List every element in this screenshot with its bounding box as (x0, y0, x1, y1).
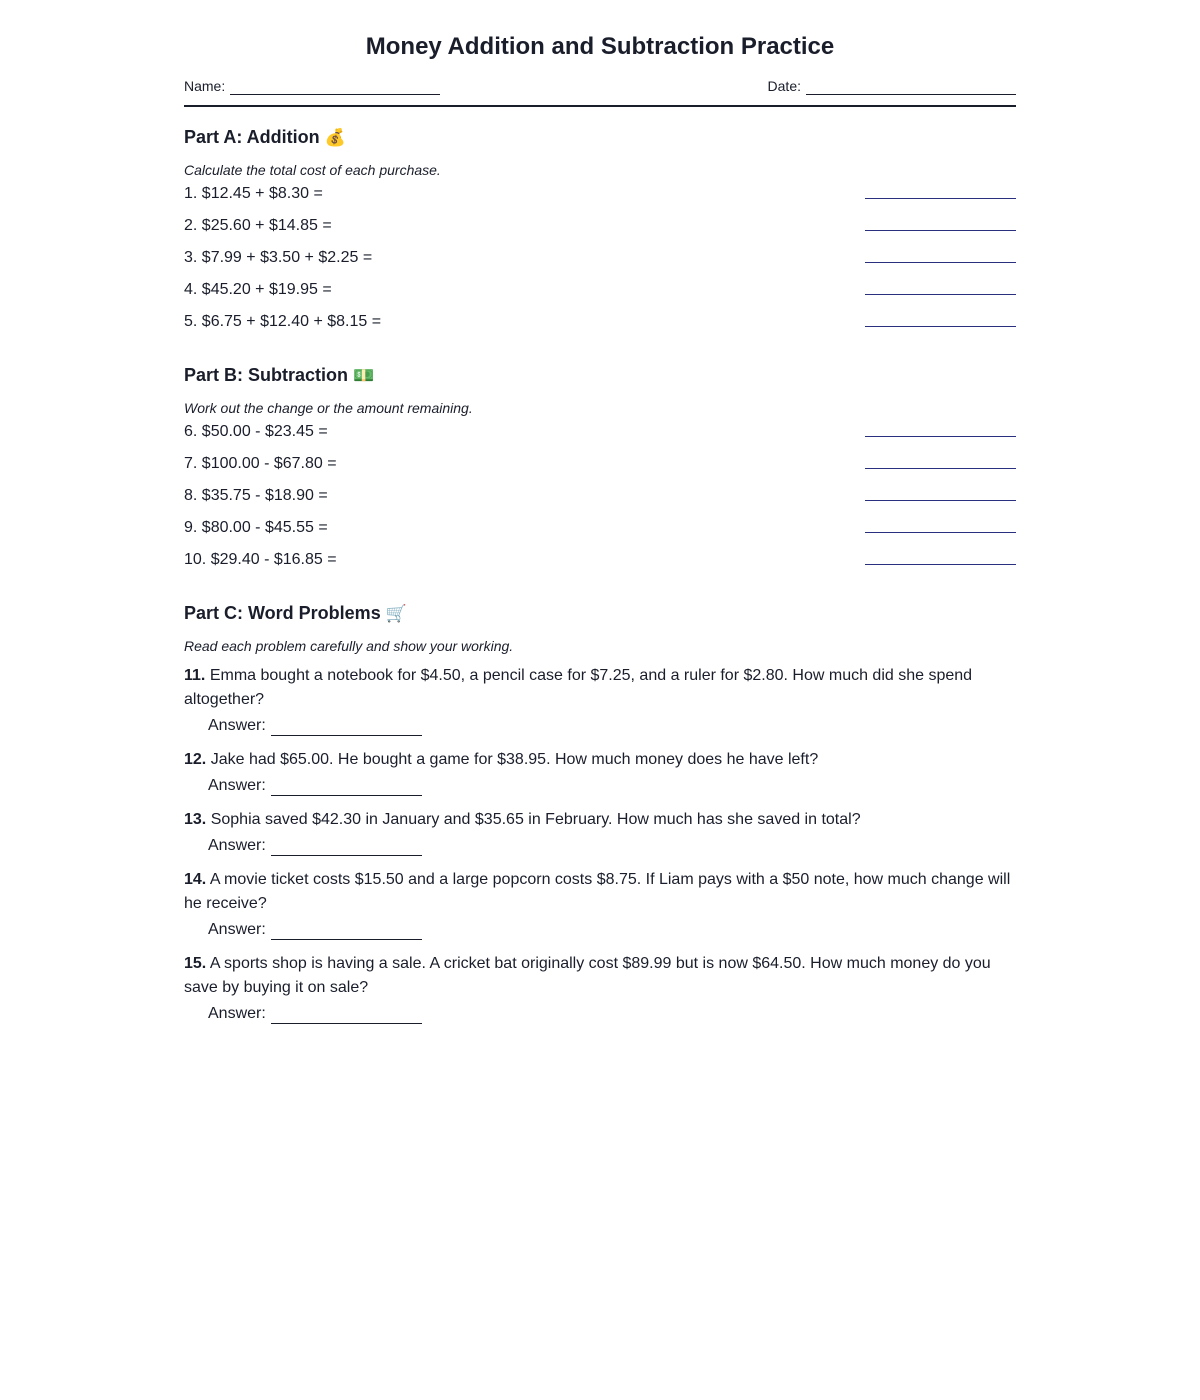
part-b-heading-text: Part B: Subtraction (184, 365, 349, 385)
word-problem-answer (208, 920, 1016, 940)
money-bag-icon: 💰 (324, 128, 346, 148)
word-problem-question (184, 808, 1016, 832)
problem-row (184, 181, 1016, 213)
problem-text: 8. $35.75 - $18.90 = (184, 487, 328, 504)
problem-row (184, 245, 1016, 277)
word-problem-answer (208, 1004, 1016, 1024)
word-problem-text: Jake had $65.00. He bought a game for $38.95. How much money does he have left? (210, 751, 819, 768)
problem-text: 4. $45.20 + $19.95 = (184, 281, 332, 298)
part-a-heading (184, 125, 1016, 150)
word-problem (184, 664, 1016, 736)
problem-row (184, 419, 1016, 451)
answer-blank[interactable] (865, 311, 1016, 327)
name-field (184, 77, 440, 95)
answer-label: Answer: (208, 777, 266, 794)
worksheet-page (184, 0, 1016, 1024)
answer-blank[interactable] (865, 279, 1016, 295)
answer-blank[interactable] (271, 923, 422, 940)
dollar-banknote-icon: 💵 (353, 366, 375, 386)
part-a-instructions: Calculate the total cost of each purchase. (184, 162, 441, 178)
word-problem-answer (208, 716, 1016, 736)
problem-text: 7. $100.00 - $67.80 = (184, 455, 337, 472)
answer-label: Answer: (208, 717, 266, 734)
word-problem-list (184, 664, 1016, 1024)
shopping-cart-icon: 🛒 (385, 604, 407, 624)
answer-label: Answer: (208, 1005, 266, 1022)
problem-row (184, 309, 1016, 341)
problem-row (184, 515, 1016, 547)
word-problem (184, 952, 1016, 1024)
answer-blank[interactable] (271, 1007, 422, 1024)
word-problem-question (184, 952, 1016, 1000)
problem-row (184, 483, 1016, 515)
word-problem-answer (208, 776, 1016, 796)
problem-text: 1. $12.45 + $8.30 = (184, 185, 323, 202)
problem-row (184, 451, 1016, 483)
answer-blank[interactable] (865, 453, 1016, 469)
part-b-instructions: Work out the change or the amount remaining. (184, 400, 473, 416)
answer-blank[interactable] (271, 719, 422, 736)
problem-text: 10. $29.40 - $16.85 = (184, 551, 337, 568)
word-problem-number: 14. (184, 871, 207, 888)
name-label: Name: (184, 78, 226, 94)
date-field (768, 77, 1016, 95)
word-problem-text: A movie ticket costs $15.50 and a large popcorn costs $8.75. If Liam pays with a $50 note, how much change will he receive? (184, 871, 1011, 912)
answer-blank[interactable] (865, 247, 1016, 263)
problem-text: 6. $50.00 - $23.45 = (184, 423, 328, 440)
word-problem-number: 12. (184, 751, 207, 768)
word-problem-question (184, 748, 1016, 772)
name-date-row (184, 77, 1016, 107)
problem-row (184, 277, 1016, 309)
answer-blank[interactable] (271, 839, 422, 856)
word-problem-number: 15. (184, 955, 207, 972)
date-blank[interactable] (806, 79, 1016, 95)
answer-label: Answer: (208, 837, 266, 854)
problem-text: 3. $7.99 + $3.50 + $2.25 = (184, 249, 373, 266)
answer-blank[interactable] (271, 779, 422, 796)
word-problem (184, 808, 1016, 856)
answer-blank[interactable] (865, 485, 1016, 501)
worksheet-title: Money Addition and Subtraction Practice (365, 33, 835, 60)
part-b-heading (184, 363, 1016, 388)
word-problem (184, 868, 1016, 940)
part-c-heading-text: Part C: Word Problems (184, 603, 381, 623)
answer-blank[interactable] (865, 549, 1016, 565)
word-problem-text: Emma bought a notebook for $4.50, a pencil case for $7.25, and a ruler for $2.80. How much did she spend altogether? (184, 667, 973, 708)
part-a-heading-text: Part A: Addition (184, 127, 320, 147)
answer-blank[interactable] (865, 183, 1016, 199)
word-problem (184, 748, 1016, 796)
part-c-instructions: Read each problem carefully and show your working. (184, 638, 514, 654)
word-problem-number: 13. (184, 811, 207, 828)
word-problem-question (184, 868, 1016, 916)
part-a-problem-list (184, 181, 1016, 341)
word-problem-text: Sophia saved $42.30 in January and $35.65 in February. How much has she saved in total? (210, 811, 861, 828)
answer-blank[interactable] (865, 517, 1016, 533)
part-c-heading (184, 601, 1016, 626)
word-problem-question (184, 664, 1016, 712)
word-problem-answer (208, 836, 1016, 856)
problem-row (184, 213, 1016, 245)
part-b-problem-list (184, 419, 1016, 579)
answer-blank[interactable] (865, 215, 1016, 231)
problem-text: 9. $80.00 - $45.55 = (184, 519, 328, 536)
word-problem-number: 11. (184, 667, 206, 684)
problem-text: 2. $25.60 + $14.85 = (184, 217, 332, 234)
date-label: Date: (767, 78, 801, 94)
name-blank[interactable] (230, 79, 440, 95)
word-problem-text: A sports shop is having a sale. A cricket bat originally cost $89.99 but is now $64.50. How much money do you save by buying it on sale? (184, 955, 991, 996)
problem-text: 5. $6.75 + $12.40 + $8.15 = (184, 313, 382, 330)
problem-row (184, 547, 1016, 579)
answer-label: Answer: (208, 921, 266, 938)
answer-blank[interactable] (865, 421, 1016, 437)
